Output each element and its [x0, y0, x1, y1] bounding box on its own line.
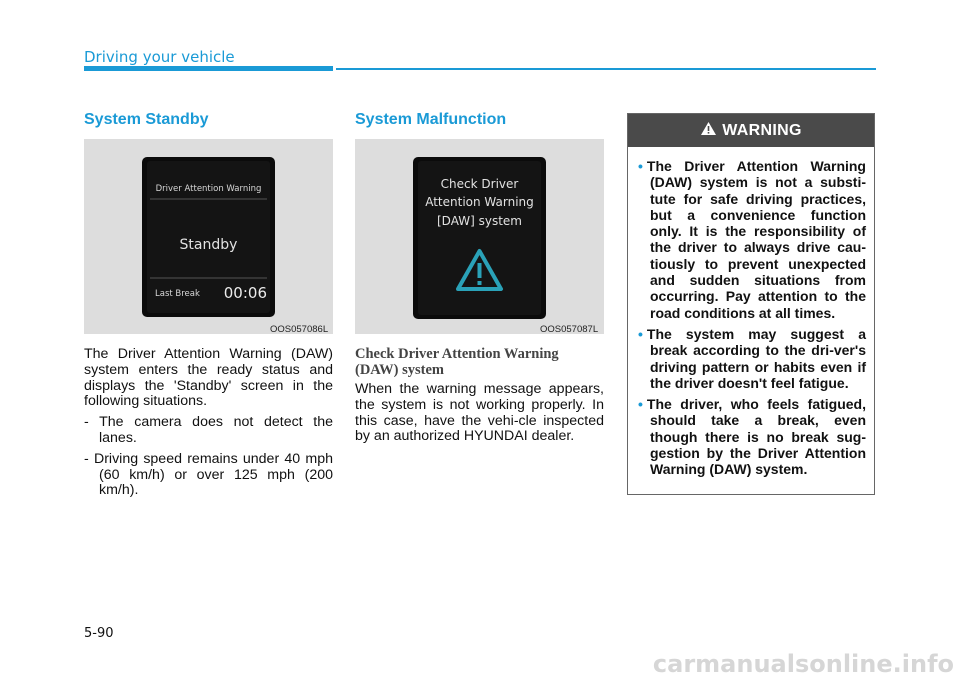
photo-caption-left: OOS057086L [270, 324, 329, 335]
malfunction-body [355, 382, 604, 445]
screen-line-2: Attention Warning [425, 195, 534, 209]
watermark: carmanualsonline.info [652, 650, 954, 678]
screen-status: Standby [179, 237, 238, 253]
warning-title-bar [628, 114, 874, 147]
header-rule-thin [336, 68, 876, 70]
malfunction-paragraph: When the warning message appears, the system is not working properly. In this case, have the vehi-cle inspected by an authorized HYUNDAI dealer. [355, 381, 604, 445]
warning-item: • The system may suggest a break according to the dri-ver's driving pattern or habits even if the driver doesn't feel fatigue. [638, 325, 866, 391]
subheading-check-daw: Check Driver Attention Warning (DAW) system [355, 346, 559, 378]
screen-last-break-value: 00:06 [223, 284, 267, 302]
standby-item-lanes: - The camera does not detect the lanes. [84, 414, 333, 446]
page-number: 5-90 [84, 626, 114, 641]
screen-title: Driver Attention Warning [155, 184, 262, 194]
section-header: Driving your vehicle [84, 48, 235, 66]
screen-last-break-label: Last Break [155, 289, 200, 299]
warning-icon [700, 121, 717, 141]
warning-item: • The driver, who feels fatigued, should take a break, even though there is no break sug-gestion by the Driver Attention Warning (DAW) system. [638, 396, 866, 478]
bullet-icon: • [638, 158, 643, 174]
warning-title: WARNING [722, 121, 802, 139]
standby-screen-illustration [84, 139, 333, 334]
screen-line-3: [DAW] system [436, 214, 523, 228]
photo-caption-middle: OOS057087L [540, 324, 599, 335]
standby-paragraph: The Driver Attention Warning (DAW) system enters the ready status and displays the 'Standby' screen in the following situations. [84, 346, 333, 410]
standby-item-speed: - Driving speed remains under 40 mph (60 km/h) or over 125 mph (200 km/h). [84, 450, 333, 499]
warning-list [628, 147, 874, 478]
standby-screen-photo [84, 139, 333, 334]
warning-box [627, 113, 875, 495]
heading-system-malfunction: System Malfunction [355, 111, 507, 128]
screen-line-1: Check Driver [440, 177, 519, 191]
warning-item: • The Driver Attention Warning (DAW) system is not a substi-tute for safe driving practices, but a convenience function only. It is the responsibility of the driver to always drive cau-tiously to prevent unexpected and sudden situations from occurring. Pay attention to the road conditions at all times. [638, 158, 866, 321]
heading-system-standby: System Standby [84, 111, 209, 128]
standby-body [84, 347, 333, 499]
bullet-icon: • [638, 325, 643, 342]
malfunction-screen-photo [355, 139, 604, 334]
header-rule-thick [84, 66, 333, 71]
malfunction-screen-illustration [355, 139, 604, 334]
bullet-icon: • [638, 396, 643, 413]
